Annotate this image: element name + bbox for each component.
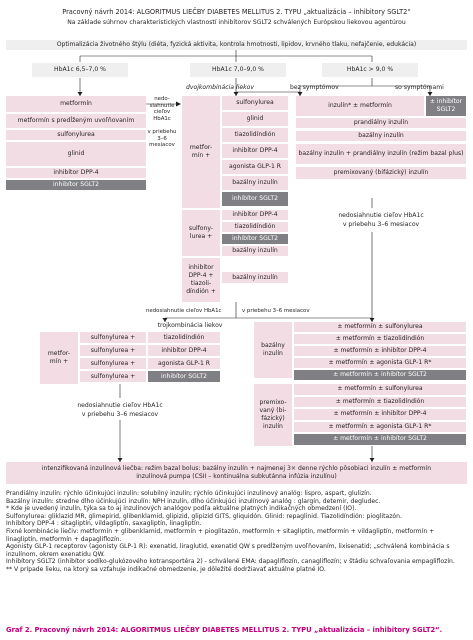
intensive-line-1: intenzifikovaná inzulínová liečba: režim bazal bolus: bazálny inzulín + najmenej 3× denne rýchlo pôsobiaci inzulín ± metformín [41,465,432,472]
intensive-therapy-box [6,462,467,484]
monotherapy-item: metformín s predĺženým uvoľňovaním [6,114,146,128]
footnote-line: Prandiálny inzulín: rýchlo účinkujúci inzulín: solubilný inzulín; rýchlo účinkujúci inzulínový analóg: lispro, aspart, glulizín. [6,490,372,497]
bez-symptomov-label: bez symptómov [290,84,339,91]
metformin-combo-item: tiazolidíndión [222,128,288,142]
so-symptomami-label: so symptómami [395,84,444,91]
nedosiahnutie-right-1: nedosiahnutie cieľov HbA1c [338,212,424,219]
sulfonylurea-combo-item: tiazolidíndión [222,222,288,232]
metformin-combo-item: inhibítor SGLT2 [222,192,288,206]
figure-caption: Graf 2. Pracovný návrh 2014: ALGORITMUS LIEČBY DIABETES MELLITUS 2. TYPU „aktualizácia – inhibitory SGLT2“. [6,626,443,634]
triple-b-item: inhibítor DPP-4 [148,345,220,356]
dvojkombinacia-label: dvojkombinácia liekov [186,84,254,91]
sulfonylurea-combo-item: inhibítor DPP-4 [222,210,288,220]
hba-right-box: HbA1c > 9,0 % [322,63,418,77]
monotherapy-item: metformín [6,96,146,112]
basal-items [294,322,466,382]
lifestyle-box: Optimalizácia životného štýlu (diéta, fyzická aktivita, kontrola hmotnosti, lipidov, krvného tlaku, nefajčenie, edukácia) [6,40,467,50]
footnote-line: Agonisty GLP-1 receptorov (agonisty GLP-1 R): exenatid, liraglutid, exenatid QW s predĺženým uvoľňovaním, lixisenatid; „schválená kombinácia s inzulínom, okrem exenatidu QW. [6,543,450,558]
nedosiahnutie-bottom-2: v priebehu 3–6 mesiacov [81,411,159,418]
premix-item: ± metformín ± tiazolidíndión [294,397,466,408]
metformin-combo-item: glinid [222,112,288,126]
header-title: Pracovný návrh 2014: ALGORITMUS LIEČBY DIABETES MELLITUS 2. TYPU „aktualizácia – inhibitory SGLT2“ [62,8,411,16]
sulfonylurea-plus-label: sulfony- lurea + [182,210,220,256]
triple-col-a [80,332,146,384]
metformin-combo-item: inhibítor DPP-4 [222,144,288,158]
triple-b-item: agonista GLP-1 R [148,358,220,369]
basal-item: ± metformín ± sulfonylurea [294,322,466,332]
insulin-item: premixovaný (bifázický) inzulín [296,167,466,179]
triple-a-item: sulfonylurea + [80,332,146,343]
insulin-item: prandiálny inzulín [296,118,466,128]
footnote-line: Bazálny inzulín: stredne dlho účinkujúci inzulín: NPH inzulín, dlho účinkujúci inzulínový analóg : glargín, detemir, degludec. [6,497,381,505]
basal-item: ± metformín ± agonista GLP-1 R* [294,358,466,368]
metformin-combos [222,96,288,208]
hba-left-box: HbA1c 6,5–7,0 % [32,63,128,77]
footnote-line: ** V prípade lieku, na ktorý sa vzťahuje indikačné obmedzenie, je dôležité dodržiavať aktuálne platné IO. [6,565,326,573]
insulin-items [296,118,466,182]
metformin-combo-item: bazálny inzulín [222,176,288,190]
triple-a-item: sulfonylurea + [80,371,146,382]
intensive-line-2: inzulínová pumpa (CSII – kontinuálna subkutánna infúzia inzulínu) [136,473,337,480]
premix-item: ± metformín ± sulfonylurea [294,384,466,395]
footnote-line: Inhibítory SGLT2 (inhibítor sodíko-glukózového kotransportéra 2) - schválené EMA: dapagliflozín, canagliflozín; v štádiu schvaľovania empagliflozín. [6,558,455,566]
triple-b-item: inhibítor SGLT2 [148,371,220,382]
footnote-line: Sulfonylurea: gliklazid MR, glimepirid, glibenklamid, glipizid, glipizid GITS, gliquidón. Glinid: repaglinid. Tiazolidíndión: pioglitazón. [6,512,402,520]
dpp4-tzd-label: inhibítor DPP-4 + tiazoli- díndión + [182,258,220,302]
basal-item: ± metformín ± tiazolidíndión [294,334,466,344]
footnote-line: * Kde je uvedený inzulín, týka sa to aj inzulínových analógov podľa aktuálne platných indikačných obmedzení (IO). [6,505,357,513]
footnotes [6,490,468,574]
hba-mid-box: HbA1c 7,0–9,0 % [190,63,286,77]
nedosiahnutie-bottom-1: nedosiahnutie cieľov HbA1c [77,402,163,409]
basal-item: ± metformín ± inhibítor DPP-4 [294,346,466,356]
premix-items [294,384,466,447]
monotherapy-item: glinid [6,142,146,166]
footnote-line: Fixné kombinácie liečiv: metformín + glibenklamid, metformín + pioglitazón, metformín + sitagliptín, metformín + vildagliptín, metformín + linagliptín, metformín + dapagliflozín. [6,527,435,543]
sulfonylurea-combo-item: bazálny inzulín [222,246,288,256]
basal-block-label: bazálny inzulín [254,322,292,378]
premix-item: ± metformín ± inhibítor DPP-4 [294,409,466,420]
monotherapy-column [6,96,146,192]
nedosiahnutie-mid-b: v priebehu 3–6 mesiacov [242,308,310,314]
insulin-item: bazálny inzulín + prandiálny inzulín (režim bazal plus) [296,144,466,164]
premix-block-label: premixo- vaný (bi- fázický) inzulín [254,384,292,446]
triple-col-b [148,332,220,384]
sulfonylurea-combos [222,210,288,258]
sglt2-dark-box: ± inhibítor SGLT2 [426,96,466,116]
triple-a-item: sulfonylurea + [80,358,146,369]
triple-metformin-label: metfor- mín + [40,332,78,384]
metformin-combo-item: agonista GLP-1 R [222,160,288,174]
footnote-line: Inhibítory DPP-4 : sitagliptín, vildagliptín, saxagliptín, linagliptín. [6,520,202,528]
trojkombinacia-label: trojkombinácia liekov [157,322,223,329]
monotherapy-item: inhibítor DPP-4 [6,168,146,178]
nedosiahnutie-mid-a: nedosiahnutie cieľov HbA1c [146,308,222,314]
triple-b-item: tiazolidíndión [148,332,220,343]
triple-a-item: sulfonylurea + [80,345,146,356]
nedosiahnutie-small: nedo- siahnutie cieľov HbA1c v priebehu 3–6 mesiacov [147,96,177,149]
header-subtitle: Na základe súhrnov charakteristických vlastností inhibítorov SGLT2 schválených Európskou liekovou agentúrou [67,19,406,26]
dpp4-tzd-combo: bazálny inzulín [222,272,288,283]
premix-item: ± metformín ± agonista GLP-1 R* [294,422,466,433]
insulin-item: bazálny inzulín [296,131,466,141]
premix-item: ± metformín ± inhibítor SGLT2 [294,434,466,445]
monotherapy-item: inhibítor SGLT2 [6,180,146,190]
monotherapy-item: sulfonylurea [6,130,146,140]
metformin-plus-label: metfor- mín + [182,96,220,208]
nedosiahnutie-right-2: v priebehu 3–6 mesiacov [342,221,420,228]
insulin-metformin-box: inzulín* ± metformín [296,96,424,116]
sulfonylurea-combo-item: inhibítor SGLT2 [222,234,288,244]
basal-item: ± metformín ± inhibítor SGLT2 [294,370,466,380]
metformin-combo-item: sulfonylurea [222,96,288,110]
